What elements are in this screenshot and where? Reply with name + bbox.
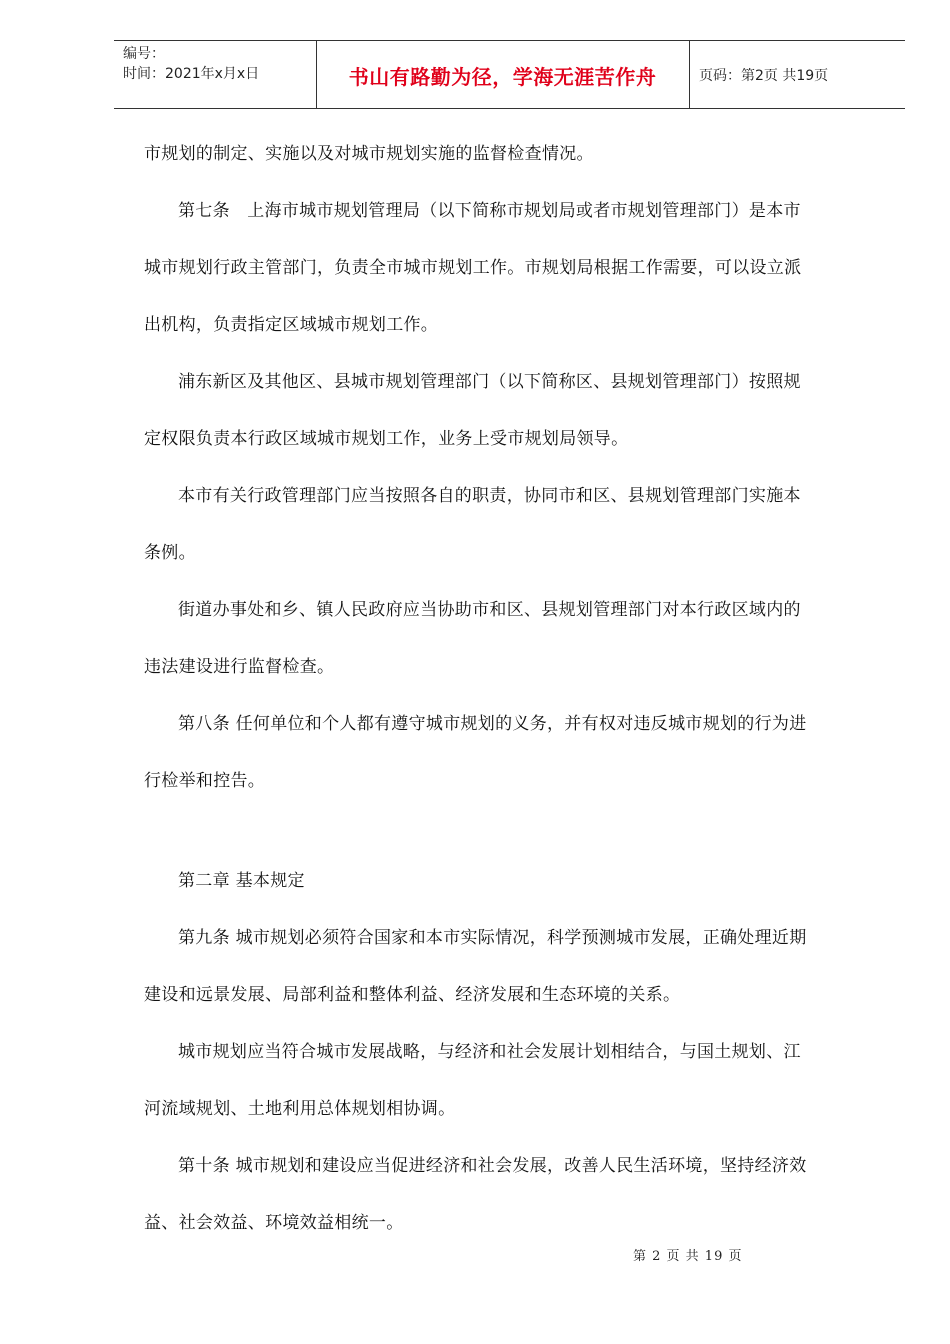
chapter-heading: 第二章 基本规定 xyxy=(178,871,305,891)
body-text-line: 第九条 城市规划必须符合国家和本市实际情况，科学预测城市发展，正确处理近期 xyxy=(178,928,807,948)
header-page-cell xyxy=(689,41,905,108)
body-text-line: 第八条 任何单位和个人都有遵守城市规划的义务，并有权对违反城市规划的行为进 xyxy=(178,714,807,734)
page-footer: 第 2 页 共 19 页 xyxy=(633,1249,743,1264)
body-text-line: 行检举和控告。 xyxy=(144,771,266,791)
body-text-line: 市规划的制定、实施以及对城市规划实施的监督检查情况。 xyxy=(144,144,594,164)
body-text-line: 本市有关行政管理部门应当按照各自的职责，协同市和区、县规划管理部门实施本 xyxy=(178,486,801,506)
body-text-line: 出机构，负责指定区域城市规划工作。 xyxy=(144,315,439,335)
body-text-line: 浦东新区及其他区、县城市规划管理部门（以下简称区、县规划管理部门）按照规 xyxy=(178,372,801,392)
document-body xyxy=(144,126,879,1252)
header-meta-cell xyxy=(114,41,317,108)
document-number-label: 编号： xyxy=(123,46,165,62)
motto-banner: 书山有路勤为径，学海无涯苦作舟 xyxy=(348,65,657,89)
header-motto-cell xyxy=(316,41,690,108)
header-page-info: 页码：第2页 共19页 xyxy=(699,68,829,84)
body-text-line: 建设和远景发展、局部利益和整体利益、经济发展和生态环境的关系。 xyxy=(144,985,681,1005)
body-text-line: 河流域规划、土地利用总体规划相协调。 xyxy=(144,1099,456,1119)
body-text-line: 条例。 xyxy=(144,543,196,563)
body-text-line: 街道办事处和乡、镇人民政府应当协助市和区、县规划管理部门对本行政区域内的 xyxy=(178,600,801,620)
document-time: 时间：2021年x月x日 xyxy=(123,66,260,82)
body-text-line: 第七条 上海市城市规划管理局（以下简称市规划局或者市规划管理部门）是本市 xyxy=(178,201,801,221)
body-text-line: 违法建设进行监督检查。 xyxy=(144,657,335,677)
body-text-line: 城市规划行政主管部门，负责全市城市规划工作。市规划局根据工作需要，可以设立派 xyxy=(144,258,802,278)
body-text-line: 定权限负责本行政区域城市规划工作，业务上受市规划局领导。 xyxy=(144,429,629,449)
page-header xyxy=(114,40,905,109)
body-text-line: 第十条 城市规划和建设应当促进经济和社会发展，改善人民生活环境，坚持经济效 xyxy=(178,1156,807,1176)
body-text-line: 益、社会效益、环境效益相统一。 xyxy=(144,1213,404,1233)
body-text-line: 城市规划应当符合城市发展战略，与经济和社会发展计划相结合，与国土规划、江 xyxy=(178,1042,801,1062)
